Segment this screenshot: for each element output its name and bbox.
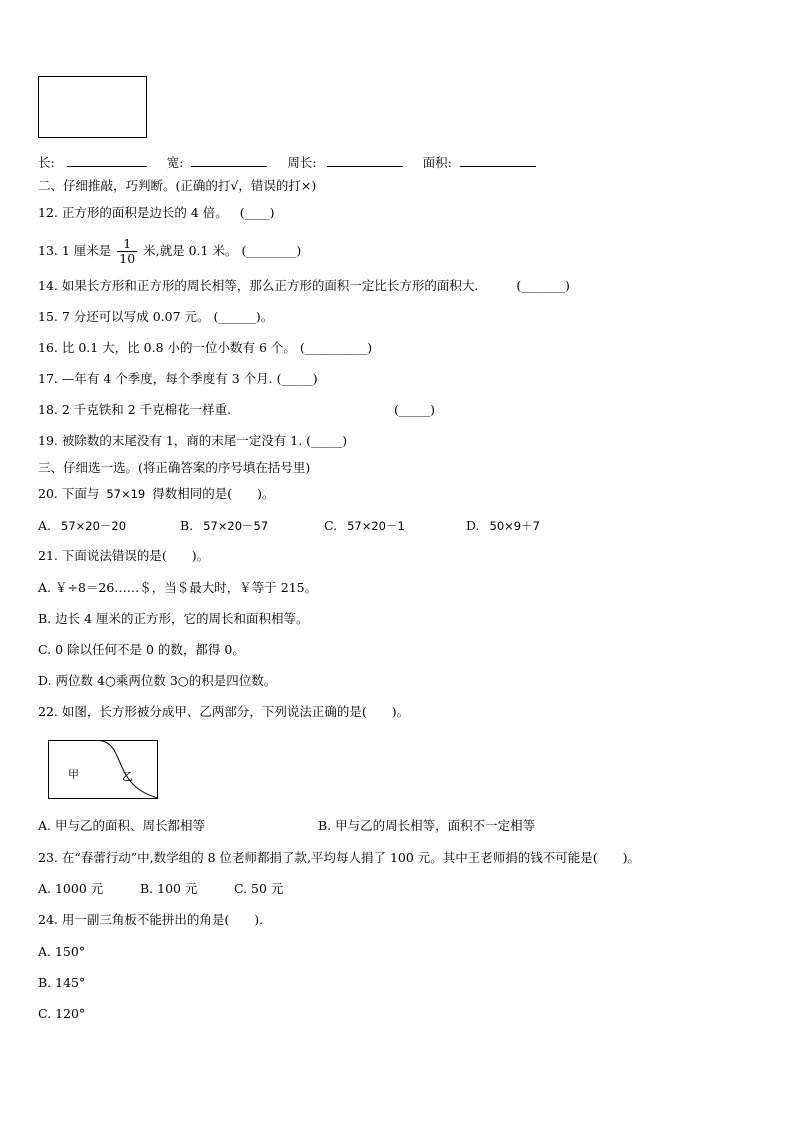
question-18 [38,402,435,418]
q22-figure-label-jia: 甲 [68,768,79,781]
q17-answer-paren[interactable]: (_____) [276,371,318,386]
q20-option-d[interactable]: D. 50×9＋7 [465,518,540,533]
q24-option-b[interactable]: B. 145° [38,975,86,990]
q20-option-b[interactable]: B. 57×20－57 [179,518,269,533]
q18-text: 18. 2 千克铁和 2 千克棉花一样重. [38,402,232,417]
question-20 [38,486,275,502]
q21-option-c[interactable]: C. 0 除以任何不是 0 的数，都得 0。 [38,642,245,657]
q19-text: 19. 被除数的末尾没有 1，商的末尾一定没有 1. [38,433,303,448]
question-12 [38,205,275,221]
q20-options [38,518,540,534]
perimeter-blank[interactable] [327,154,403,167]
section3-title: 三、仔细选一选。(将正确答案的序号填在括号里) [38,460,311,475]
rectangle-figure [38,76,147,138]
question-19 [38,433,347,449]
q13-fraction-numerator: 1 [117,237,137,252]
q19-answer-paren[interactable]: (_____) [306,433,348,448]
q24-option-a[interactable]: A. 150° [38,944,86,959]
question-15 [38,309,273,325]
question-13 [38,236,301,266]
q20-prefix: 20. 下面与 [38,486,100,501]
question-14 [38,278,570,294]
width-label: 宽: [166,155,184,170]
question-17 [38,371,318,387]
q14-answer-paren[interactable]: (_______) [516,278,570,293]
length-blank[interactable] [67,154,147,167]
width-blank[interactable] [191,154,267,167]
q22-figure-label-yi: 乙 [122,770,133,783]
section2-title: 二、仔细推敲，巧判断。(正确的打√，错误的打×) [38,178,317,193]
q23-option-b[interactable]: B. 100 元 [139,881,198,896]
question-24: 24. 用一副三角板不能拼出的角是( ). [38,912,264,927]
q12-answer-paren[interactable]: (____) [239,205,275,220]
area-blank[interactable] [460,154,536,167]
length-label: 长: [38,155,55,170]
q15-answer-paren[interactable]: (______)。 [213,309,274,324]
q21-option-d[interactable]: D. 两位数 4○乘两位数 3○的积是四位数。 [38,673,277,688]
q16-answer-paren[interactable]: (__________) [299,340,373,355]
q20-expression: 57×19 [106,487,146,501]
q13-fraction [117,237,137,266]
q20-option-a[interactable]: A. 57×20－20 [38,518,127,533]
q23-option-c[interactable]: C. 50 元 [233,881,284,896]
question-21: 21. 下面说法错误的是( )。 [38,548,210,563]
q18-answer-paren[interactable]: (_____) [393,402,435,417]
q21-option-a[interactable]: A. ￥÷8＝26……＄，当＄最大时，￥等于 215。 [38,580,318,595]
measure-line [38,154,536,171]
q22-options [38,818,535,834]
question-16 [38,340,372,356]
q20-suffix: 得数相同的是( )。 [152,486,275,501]
q13-answer-paren[interactable]: (________) [241,243,302,258]
perimeter-label: 周长: [287,155,317,170]
q24-option-c[interactable]: C. 120° [38,1006,86,1021]
q22-option-b[interactable]: B. 甲与乙的周长相等，面积不一定相等 [317,818,536,833]
q14-text: 14. 如果长方形和正方形的周长相等，那么正方形的面积一定比长方形的面积大. [38,278,479,293]
q12-text: 12. 正方形的面积是边长的 4 倍。 [38,205,228,220]
q17-text: 17. —年有 4 个季度，每个季度有 3 个月. [38,371,273,386]
q21-option-b[interactable]: B. 边长 4 厘米的正方形，它的周长和面积相等。 [38,611,309,626]
area-label: 面积: [422,155,452,170]
question-23: 23. 在“春蕾行动”中,数学组的 8 位老师都捐了款,平均每人捐了 100 元。其中王老师捐的钱不可能是( )。 [38,850,641,865]
q16-text: 16. 比 0.1 大，比 0.8 小的一位小数有 6 个。 [38,340,296,355]
q22-divided-rectangle-figure [48,740,158,800]
q13-suffix: 米,就是 0.1 米。 [143,243,238,258]
question-22: 22. 如图，长方形被分成甲、乙两部分，下列说法正确的是( )。 [38,704,410,719]
q23-option-a[interactable]: A. 1000 元 [38,881,104,896]
q22-option-a[interactable]: A. 甲与乙的面积、周长都相等 [38,818,205,833]
q13-prefix: 13. 1 厘米是 [38,243,112,258]
q15-text: 15. 7 分还可以写成 0.07 元。 [38,309,210,324]
q20-option-c[interactable]: C. 57×20－1 [323,518,405,533]
q13-fraction-denominator: 10 [119,251,136,266]
q23-options [38,881,283,897]
